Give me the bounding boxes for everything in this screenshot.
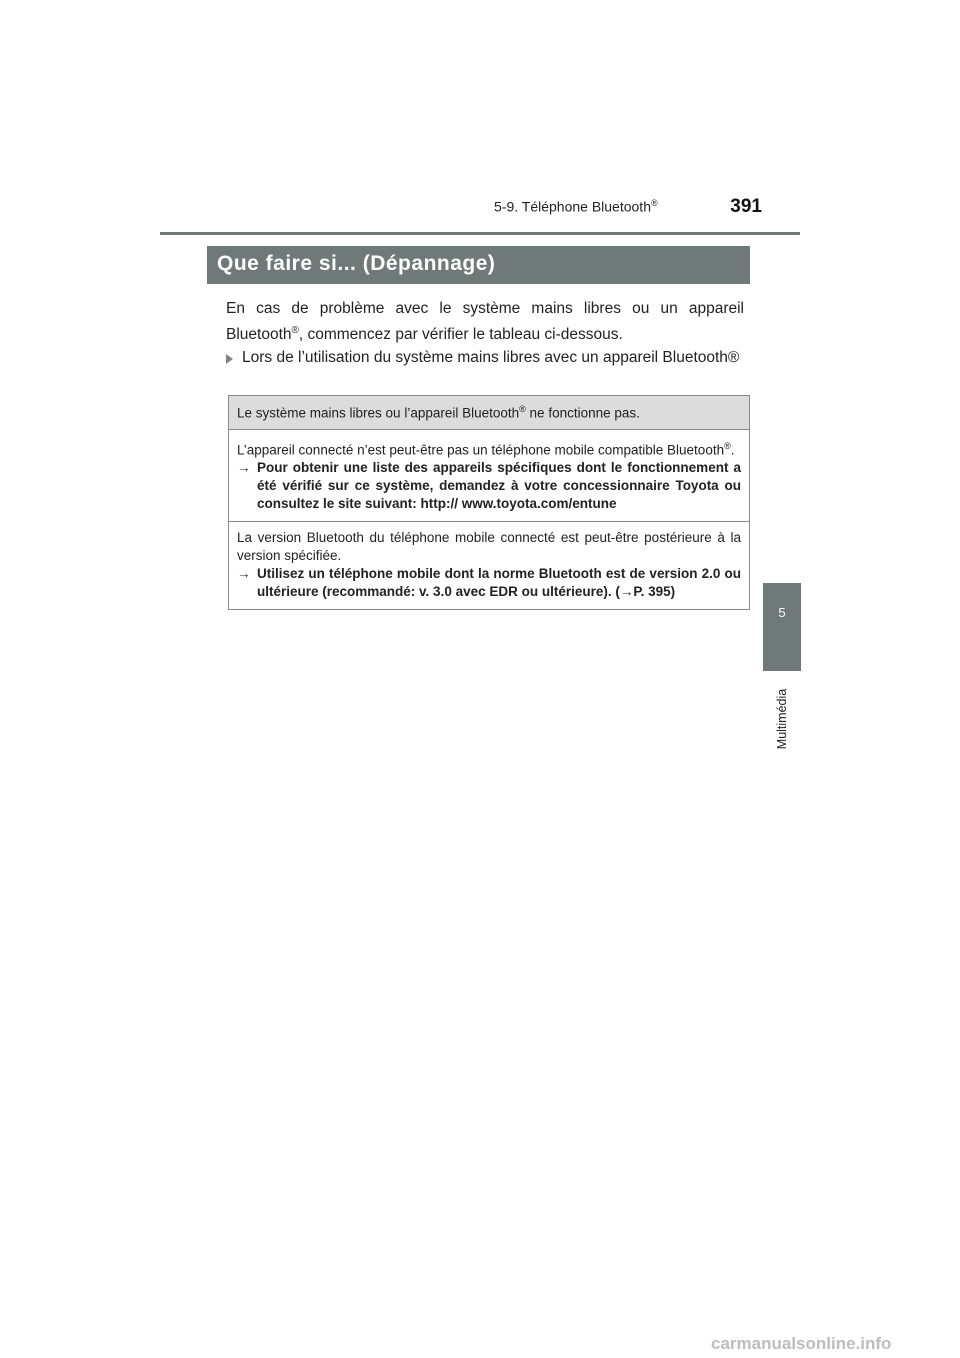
header-divider	[160, 232, 800, 235]
remedy-body: Utilisez un téléphone mobile dont la norme Bluetooth est de version 2.0 ou ultérieure (recommandé: v. 3.0 avec EDR ou ultérieure). (	[257, 566, 741, 599]
registered-mark: ®	[650, 198, 658, 208]
page-reference: P. 395)	[633, 584, 676, 599]
chapter-number: 5	[778, 605, 786, 620]
section-label: 5-9. Téléphone Bluetooth	[494, 198, 651, 215]
chapter-label-text: Multimédia	[775, 688, 789, 750]
watermark: carmanualsonline.info	[711, 1334, 892, 1353]
cause-text	[237, 437, 741, 460]
registered-mark: ®	[724, 440, 731, 451]
table-header	[229, 396, 749, 430]
arrow-right-icon: →	[237, 566, 251, 581]
running-header-section	[494, 198, 658, 215]
section-title-bar	[207, 246, 750, 284]
table-row	[229, 430, 749, 522]
bullet-item	[226, 347, 744, 369]
table-row	[229, 521, 749, 609]
chapter-label	[770, 684, 794, 754]
page-reference-arrow: →	[619, 584, 634, 599]
cause-text-start: L’appareil connecté n’est peut-être pas un téléphone mobile compatible Bluetooth	[237, 442, 725, 457]
registered-mark: ®	[519, 404, 526, 414]
registered-mark: ®	[291, 325, 299, 336]
page-number: 391	[730, 196, 762, 217]
remedy-text	[237, 459, 741, 513]
cause-text: La version Bluetooth du téléphone mobile connecté est peut-être postérieure à la version spécifiée.	[237, 530, 741, 563]
section-title: Que faire si... (Dépannage)	[217, 252, 496, 275]
arrow-right-icon: →	[237, 460, 251, 475]
intro-paragraph	[226, 298, 744, 346]
intro-text-start: En cas de problème avec le système mains libres ou un appareil Bluetooth	[226, 300, 744, 344]
troubleshooting-table	[228, 395, 750, 610]
bullet-text: Lors de l’utilisation du système mains libres avec un appareil Bluetooth®	[242, 349, 740, 366]
remedy-body: Pour obtenir une liste des appareils spécifiques dont le fonctionnement a été vérifié sur ce système, demandez à votre concessionnaire Toyota ou consultez le site suivant: http:// www.toyota.com/entune	[257, 460, 741, 511]
remedy-text	[237, 565, 741, 601]
cause-text-end: .	[730, 442, 735, 457]
chapter-tab	[763, 583, 801, 671]
symptom-text-end: ne fonctionne pas.	[525, 405, 640, 421]
intro-text-end: , commencez par vérifier le tableau ci-dessous.	[298, 326, 623, 344]
symptom-text: Le système mains libres ou l’appareil Bluetooth	[237, 405, 520, 421]
triangle-bullet-icon	[226, 354, 233, 364]
